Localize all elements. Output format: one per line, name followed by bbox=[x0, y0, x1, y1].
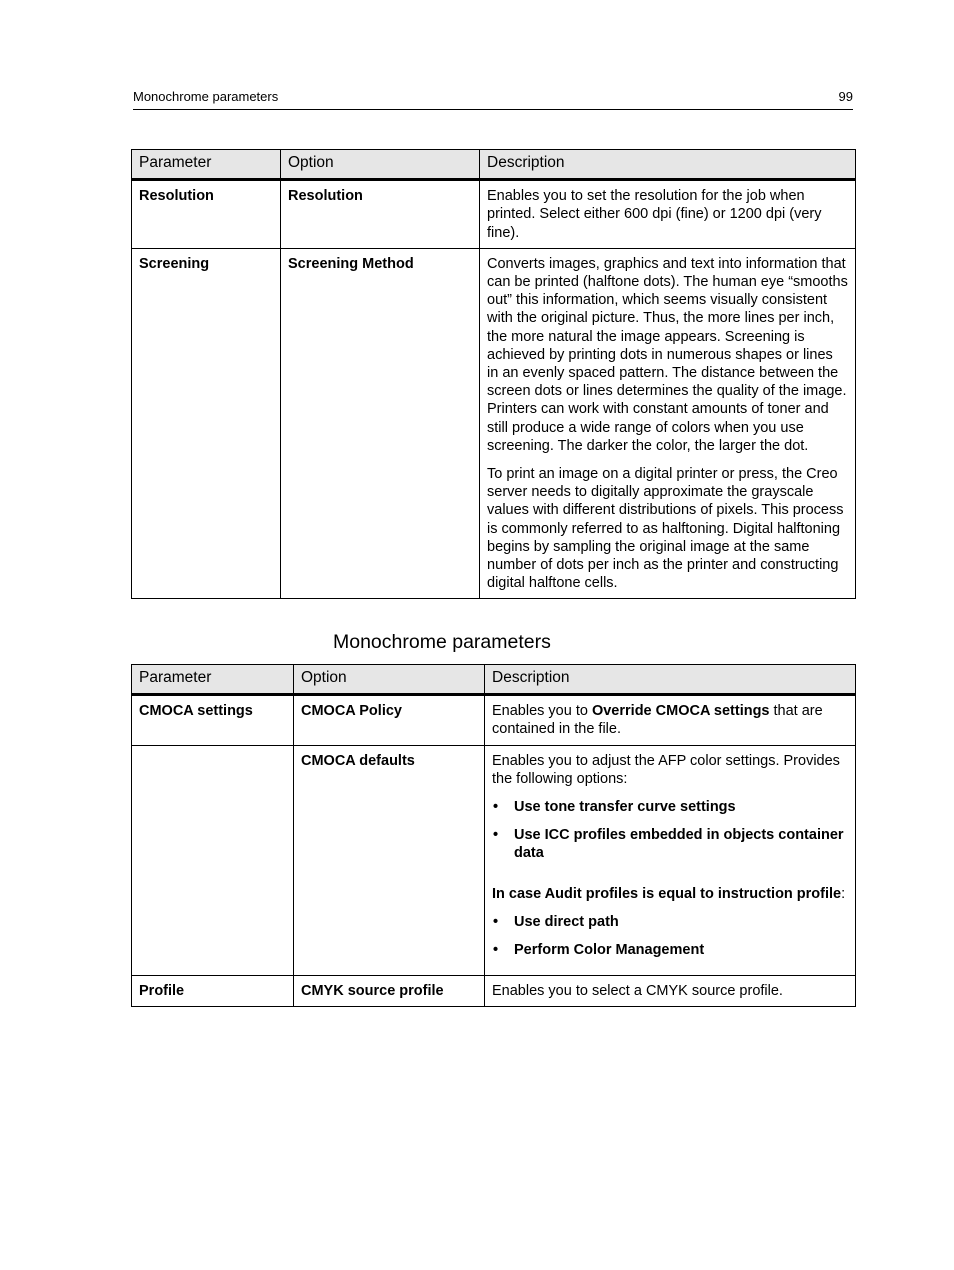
list-item-label: Use ICC profiles embedded in objects container data bbox=[514, 827, 844, 862]
table-header-row bbox=[132, 665, 856, 695]
list-item bbox=[492, 798, 848, 816]
table-row-cmoca-settings bbox=[132, 695, 856, 745]
description-emphasis: Override CMOCA settings bbox=[591, 703, 770, 720]
option-cell: CMYK source profile bbox=[294, 976, 485, 1007]
table-row-resolution bbox=[132, 180, 856, 249]
options-list bbox=[492, 913, 848, 959]
cmoca-table bbox=[131, 664, 856, 1007]
audit-profiles-subheading bbox=[492, 885, 848, 903]
list-item bbox=[492, 913, 848, 931]
options-list bbox=[492, 798, 848, 863]
running-header-title: Monochrome parameters bbox=[133, 89, 279, 104]
running-header bbox=[133, 89, 853, 110]
option-cell: CMOCA defaults bbox=[294, 745, 485, 976]
column-header-parameter: Parameter bbox=[132, 150, 281, 180]
column-header-description: Description bbox=[480, 150, 856, 180]
list-item-label: Perform Color Management bbox=[514, 942, 705, 959]
bullet-icon: • bbox=[493, 827, 499, 844]
bullet-icon: • bbox=[493, 799, 499, 816]
parameter-cell bbox=[132, 745, 294, 976]
description-cell bbox=[485, 695, 856, 745]
description-cell: Enables you to select a CMYK source profile. bbox=[485, 976, 856, 1007]
list-item-label: Use tone transfer curve settings bbox=[514, 799, 736, 816]
description-cell bbox=[480, 248, 856, 599]
parameter-cell: CMOCA settings bbox=[132, 695, 294, 745]
option-cell: CMOCA Policy bbox=[294, 695, 485, 745]
description-cell: Enables you to set the resolution for the job when printed. Select either 600 dpi (fine) or 1200 dpi (very fine). bbox=[480, 180, 856, 249]
page-number: 99 bbox=[838, 89, 853, 104]
table-header-row bbox=[132, 150, 856, 180]
list-item bbox=[492, 826, 848, 862]
column-header-option: Option bbox=[281, 150, 480, 180]
parameter-cell: Resolution bbox=[132, 180, 281, 249]
resolution-screening-table bbox=[131, 149, 856, 599]
description-text: Enables you to bbox=[492, 703, 592, 720]
option-cell: Screening Method bbox=[281, 248, 480, 599]
table-row-cmoca-defaults bbox=[132, 745, 856, 976]
list-item bbox=[492, 941, 848, 959]
list-item-label: Use direct path bbox=[514, 913, 619, 930]
bullet-icon: • bbox=[493, 942, 499, 959]
parameter-cell: Screening bbox=[132, 248, 281, 599]
option-cell: Resolution bbox=[281, 180, 480, 249]
description-cell bbox=[485, 745, 856, 976]
subheading-colon: : bbox=[841, 885, 846, 902]
table-row-screening bbox=[132, 248, 856, 599]
description-text: that are contained in the file. bbox=[492, 703, 823, 738]
column-header-parameter: Parameter bbox=[132, 665, 294, 695]
description-paragraph: To print an image on a digital printer or press, the Creo server needs to digitally approximate the grayscale values with different distributions of pixels. This process is commonly referred to as halftoning. Digital halftoning begins by sampling the original image at the same number of dots per inch as the printer and constructing digital halftone cells. bbox=[487, 466, 844, 592]
description-intro: Enables you to adjust the AFP color settings. Provides the following options: bbox=[492, 752, 840, 787]
column-header-description: Description bbox=[485, 665, 856, 695]
description-paragraph: Converts images, graphics and text into information that can be printed (halftone dots). The human eye “smooths out” this information, which seems visually consistent with the original picture. Thus, the more lines per inch, the more natural the image appears. Screening is achieved by printing dots in numerous shapes or lines in an evenly spaced pattern. The distance between the screen dots or lines determines the quality of the image. Printers can work with constant amounts of toner and still produce a wide range of colors when you use screening. The darker the color, the larger the dot. bbox=[487, 255, 848, 454]
table-caption: Monochrome parameters bbox=[333, 631, 551, 653]
subheading-text: In case Audit profiles is equal to instruction profile bbox=[492, 885, 842, 902]
column-header-option: Option bbox=[294, 665, 485, 695]
parameter-cell: Profile bbox=[132, 976, 294, 1007]
table-row-profile bbox=[132, 976, 856, 1007]
bullet-icon: • bbox=[493, 913, 499, 930]
